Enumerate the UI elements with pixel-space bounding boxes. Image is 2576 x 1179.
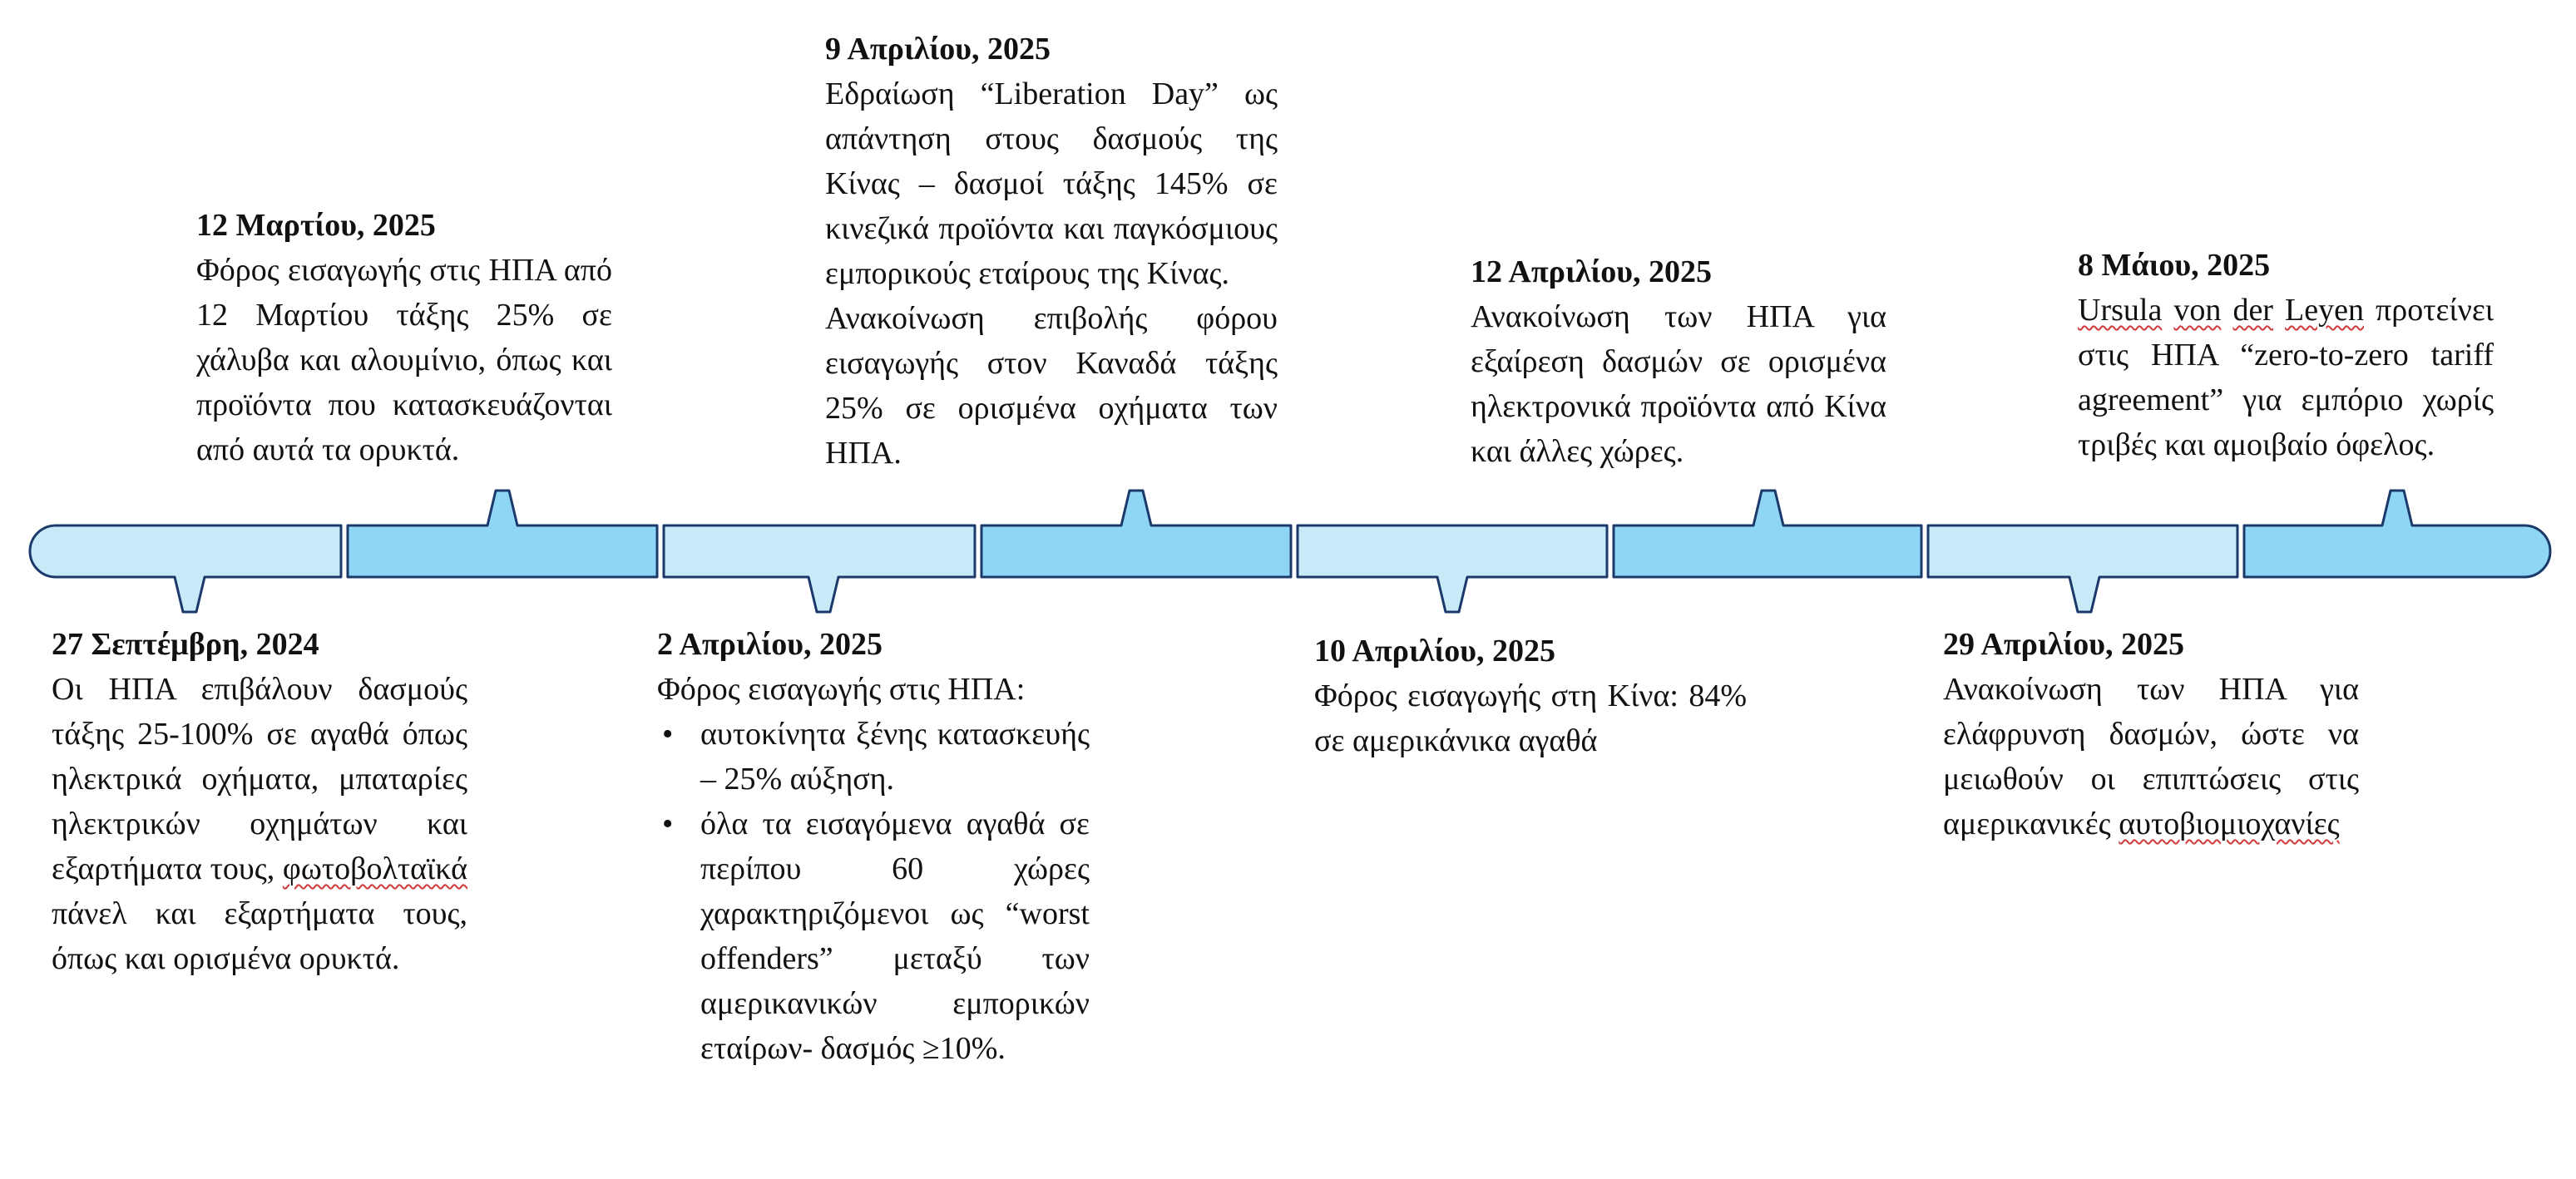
event-date: 10 Απριλίου, 2025 bbox=[1314, 634, 1555, 668]
event-2025-04-12 bbox=[1471, 249, 1886, 474]
event-2025-04-10 bbox=[1314, 629, 1747, 763]
event-bullet-list bbox=[657, 712, 1090, 1071]
spellcheck-flagged-word: φωτοβολταϊκά bbox=[282, 851, 467, 886]
event-2025-05-08 bbox=[2078, 243, 2494, 467]
event-bullet: • όλα τα εισαγόμενα αγαθά σε περίπου 60 χώρες χαρακτηριζόμενοι ως “worst offenders” μεταξύ των αμερικανικών εμπορικών εταίρων- δασμός ≥10%. bbox=[657, 802, 1090, 1071]
spellcheck-flagged-word: der bbox=[2232, 293, 2273, 328]
timeline-segment-may-08 bbox=[2244, 491, 2550, 577]
event-text: Ανακοίνωση επιβολής φόρου εισαγωγής στον Καναδά τάξης 25% σε ορισμένα οχήματα των ΗΠΑ. bbox=[825, 301, 1278, 471]
event-text: Εδραίωση “Liberation Day” ως απάντηση στους δασμούς της Κίνας – δασμοί τάξης 145% σε κινεζικά προϊόντα και παγκόσμιους εμπορικούς εταίρους της Κίνας. bbox=[825, 76, 1278, 291]
event-text: Φόρος εισαγωγής στη Κίνα: 84% σε αμερικάνικα αγαθά bbox=[1314, 678, 1747, 758]
spellcheck-flagged-word: Leyen bbox=[2285, 293, 2364, 328]
timeline-segment-apr-09 bbox=[981, 491, 1291, 577]
event-2025-04-29 bbox=[1943, 622, 2359, 846]
event-bullet: • αυτοκίνητα ξένης κατασκευής – 25% αύξηση. bbox=[657, 712, 1090, 802]
spellcheck-flagged-word: Ursula bbox=[2078, 293, 2163, 328]
timeline-segment-apr-02 bbox=[664, 525, 975, 612]
event-text: Ανακοίνωση των ΗΠΑ για εξαίρεση δασμών σε ορισμένα ηλεκτρονικά προϊόντα από Κίνα και άλλες χώρες. bbox=[1471, 299, 1886, 469]
event-intro: Φόρος εισαγωγής στις ΗΠΑ: bbox=[657, 672, 1026, 707]
timeline-segment-apr-10 bbox=[1298, 525, 1607, 612]
spellcheck-flagged-word: αυτοβιομιοχανίες bbox=[2119, 807, 2340, 841]
event-2025-03-12 bbox=[196, 203, 612, 472]
event-text: Οι ΗΠΑ επιβάλουν δασμούς τάξης 25-100% σε αγαθά όπως ηλεκτρικά οχήματα, μπαταρίες ηλεκτρικών οχημάτων και εξαρτήματα τους, φωτοβολταϊκά πάνελ και εξαρτήματα τους, όπως και ορισμένα ορυκτά. bbox=[52, 672, 467, 976]
event-date: 8 Μάιου, 2025 bbox=[2078, 248, 2271, 283]
timeline-segment-mar-2025 bbox=[348, 491, 657, 577]
event-2025-04-09 bbox=[825, 27, 1278, 476]
event-date: 2 Απριλίου, 2025 bbox=[657, 627, 883, 662]
event-date: 12 Απριλίου, 2025 bbox=[1471, 254, 1712, 289]
event-date: 29 Απριλίου, 2025 bbox=[1943, 627, 2184, 662]
timeline-segment-apr-29 bbox=[1928, 525, 2237, 612]
event-text: Ανακοίνωση των ΗΠΑ για ελάφρυνση δασμών, ώστε να μειωθούν οι επιπτώσεις στις αμερικανικές αυτοβιομιοχανίες bbox=[1943, 672, 2359, 841]
event-2024-09-27 bbox=[52, 622, 467, 981]
event-date: 9 Απριλίου, 2025 bbox=[825, 32, 1051, 67]
timeline-segment-apr-12 bbox=[1614, 491, 1921, 577]
event-text: Ursula von der Leyen προτείνει στις ΗΠΑ “zero-to-zero tariff agreement” για εμπόριο χωρίς τριβές και αμοιβαίο όφελος. bbox=[2078, 293, 2494, 462]
timeline-segment-sep-2024 bbox=[30, 525, 341, 612]
event-text: Φόρος εισαγωγής στις ΗΠΑ από 12 Μαρτίου τάξης 25% σε χάλυβα και αλουμίνιο, όπως και προϊόντα που κατασκευάζονται από αυτά τα ορυκτά. bbox=[196, 253, 612, 467]
spellcheck-flagged-word: von bbox=[2173, 293, 2222, 328]
event-date: 12 Μαρτίου, 2025 bbox=[196, 208, 436, 243]
event-2025-04-02 bbox=[657, 622, 1090, 1071]
timeline-bar bbox=[30, 491, 2550, 612]
event-date: 27 Σεπτέμβρη, 2024 bbox=[52, 627, 319, 662]
